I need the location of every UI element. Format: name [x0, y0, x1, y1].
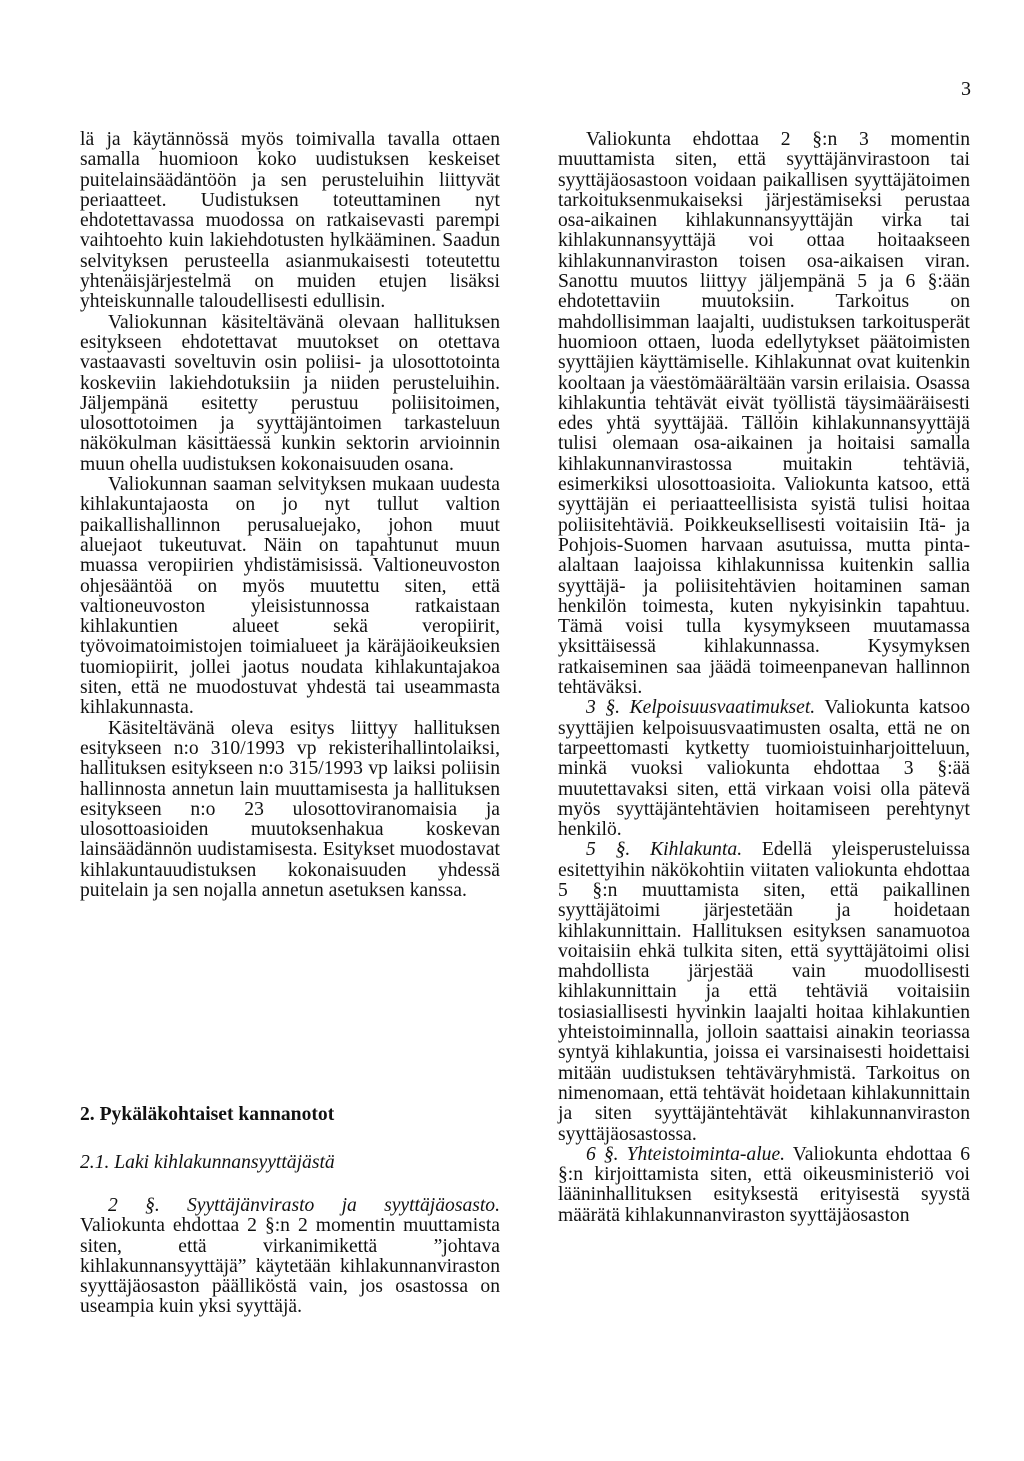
section-3-text: Valiokunta katsoo syyttäjien kelpoisuusvaatimusten osalta, että ne on tarpeettomasti kytketty tuomioistuinharjoitteluun, minkä vuoksi valiokunta ehdottaa 3 §:ää muutettavaksi siten, että virkaan voisi olla pätevä myös syyttäjäntehtävien hoitamiseen perehtynyt henkilö. — [558, 697, 970, 841]
section-5-label: 5 §. Kihlakunta. — [586, 839, 743, 861]
subsection-heading-2-1: 2.1. Laki kihlakunnansyyttäjästä — [80, 1152, 335, 1173]
section-5-text: Edellä yleisperusteluissa esitettyihin näkökohtiin viitaten valiokunta ehdottaa 5 §:n muuttamista siten, että paikallinen syyttäjätoimi järjestetään ja hoidetaan kihlakunnittain. Hallituksen esityksen sanamuotoa voitaisiin ehkä tulkita siten, että syyttäjätoimi olisi mahdollista järjestää vain muodollisesti kihlakunnittain ja että tehtäviä voitaisiin tosiasiallisesti hyvinkin laajalti hoitaa kihlakuntien yhteistoiminnalla, jolloin saattaisi ainakin teoriassa syntyä kihlakuntia, joissa ei varsinaisesti hoidettaisi mitään uudistuksen tehtäväryhmistä. Tarkoitus on nimenomaan, että tehtävät hoidetaan kihlakunnittain ja siten syyttäjäntehtävät kihlakunnanviraston syyttäjäosastossa. — [558, 839, 970, 1145]
section-5-paragraph — [558, 840, 970, 1144]
section-6-text: Valiokunta ehdottaa 6 §:n kirjoittamista siten, että oikeusministeriö voi lääninhallituksen esityksestä erityisestä syystä määrätä kihlakunnanviraston syyttäjäosaston — [558, 1143, 970, 1226]
section-6-label: 6 §. Yhteistoiminta-alue. — [586, 1143, 786, 1165]
section-2-label: 2 §. Syyttäjänvirasto ja syyttäjäosasto. — [108, 1195, 500, 1216]
section-2-text: Valiokunta ehdottaa 2 §:n 2 momentin muuttamista siten, että virkanimikettä ”johtava kihlakunnansyyttäjä” käytetään kihlakunnanviraston syyttäjäosaston päälliköstä vain, jos osastossa on useampia kuin yksi syyttäjä. — [80, 1215, 500, 1318]
right-paragraph-1: Valiokunta ehdottaa 2 §:n 3 momentin muuttamista siten, että syyttäjänvirastoon tai syyttäjäosastoon voidaan paikallisen syyttäjätoimen tarkoituksenmukaiseksi järjestämiseksi perustaa osa-aikainen kihlakunnansyyttäjän virka tai kihlakunnansyyttäjä voi ottaa hoitaakseen kihlakunnanviraston toisen osa-aikaisen viran. Sanottu muutos liittyy jäljempänä 5 ja 6 §:ään ehdotettaviin muutoksiin. Tarkoitus on mahdollisimman laajalti, uudistuksen tarkoitusperät huomioon ottaen, luoda edellytykset päätoimisten syyttäjien käyttämiselle. Kihlakunnat ovat kuitenkin kooltaan ja väestömäärältään varsin erilaisia. Osassa kihlakuntia tehtävät eivät työllistä täysimääräisesti edes yhtä syyttäjää. Tällöin kihlakunnansyyttäjä tulisi olemaan osa-aikainen ja hoitaisi samalla kihlakunnanvirastossa muitakin tehtäviä, esimerkiksi ulosottoasioita. Valiokunta katsoo, että syyttäjän ei periaatteellisista syistä tulisi hoitaa poliisitehtäviä. Poikkeuksellisesti voitaisiin Itä- ja Pohjois-Suomen harvaan asutuissa, mutta pinta-alaltaan laajoissa kihlakunnissa kuitenkin sallia syyttäjä- ja poliisitehtävien hoitaminen saman henkilön toimesta, kuten nykyisinkin tapahtuu. Tämä voisi tulla kysymykseen muutamassa yksittäisessä kihlakunnassa. Kysymyksen ratkaiseminen saa jäädä toimeenpanevan hallinnon tehtäväksi. — [558, 129, 970, 699]
section-2-paragraph — [80, 1196, 500, 1318]
section-3-paragraph — [558, 698, 970, 840]
left-paragraph-1: lä ja käytännössä myös toimivalla tavalla ottaen samalla huomioon koko uudistuksen keskeiset puitelainsäädäntöön ja sen perusteluihin liittyvät periaatteet. Uudistuksen toteuttaminen nyt ehdotettavassa muodossa on ratkaisevasti parempi vaihtoehto kuin lakiehdotusten hylkääminen. Saadun selvityksen perusteella asianmukaisesti toteutettu yhtenäisjärjestelmä on muiden etujen lisäksi yhteiskunnalle taloudellisesti edullisin. — [80, 129, 500, 313]
section-3-label: 3 §. Kelpoisuusvaatimukset. — [586, 697, 816, 719]
left-paragraph-2: Valiokunnan käsiteltävänä olevaan hallituksen esitykseen ehdotettavat muutokset on otettava vastaavasti soveltuvin osin poliisi- ja ulosottotointa koskeviin lakiehdotuksiin ja niiden perusteluihin. Jäljempänä esitetty perustuu poliisitoimen, ulosottotoimen ja syyttäjäntoimen tarkasteluun näkökulman käsittäessä kunkin sektorin arvioinnin muun ohella uudistuksen kokonaisuuden osana. — [80, 311, 500, 475]
page-number: 3 — [961, 78, 971, 100]
left-paragraph-3: Valiokunnan saaman selvityksen mukaan uudesta kihlakuntajaosta on jo nyt tullut valtion paikallishallinnon perusaluejako, johon muut aluejaot tukeutuvat. Näin on tapahtunut muun muassa veropiirien yhdistämisissä. Valtioneuvoston ohjesääntöä on myös muutettu siten, että valtioneuvoston yleisistunnossa ratkaistaan kihlakuntien alueet sekä veropiirit, työvoimatoimistojen toimialueet ja käräjäoikeuksien tuomiopiirit, jollei jaotus noudata kihlakuntajakoa siten, että ne muodostuvat yhdestä tai useammasta kihlakunnasta. — [80, 474, 500, 719]
section-heading-2: 2. Pykäläkohtaiset kannanotot — [80, 1104, 335, 1125]
right-column — [558, 130, 970, 1226]
section-6-paragraph — [558, 1145, 970, 1226]
left-column — [80, 130, 500, 901]
left-paragraph-4: Käsiteltävänä oleva esitys liittyy hallituksen esitykseen n:o 310/1993 vp rekisterihallintolaiksi, hallituksen esitykseen n:o 315/1993 vp laiksi poliisin hallinnosta annetun lain muuttamisesta ja hallituksen esitykseen n:o 23 ulosottoviranomaisia ja ulosottoasioiden muutoksenhakua koskevan lainsäädännön uudistamisesta. Esitykset muodostavat kihlakuntauudistuksen kokonaisuuden yhdessä puitelain ja sen nojalla annetun asetuksen kanssa. — [80, 717, 500, 901]
